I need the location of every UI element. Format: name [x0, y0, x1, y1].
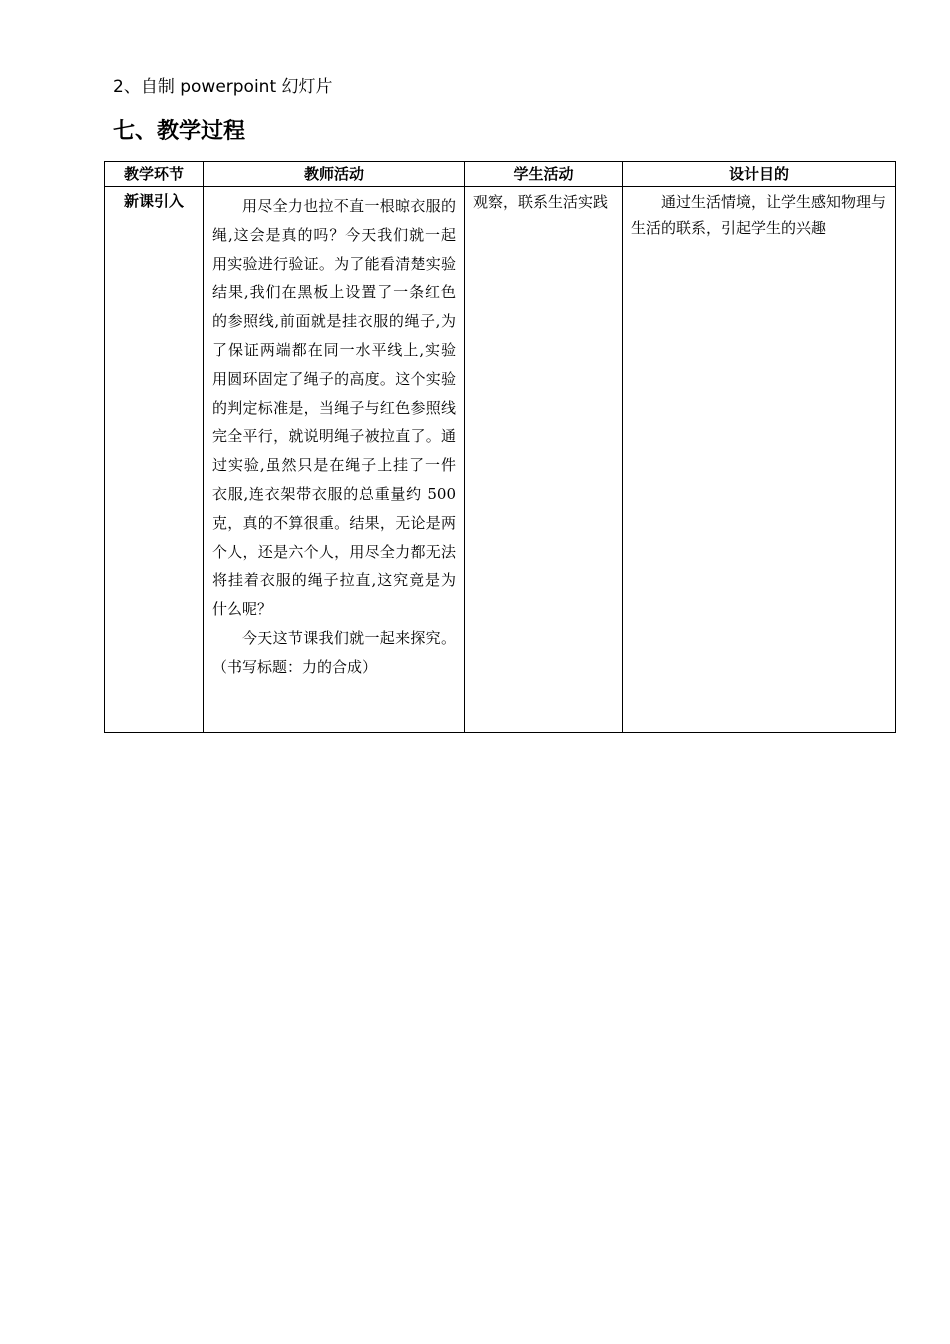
cell-teacher-activity	[204, 187, 465, 733]
teacher-paragraph-2: 今天这节课我们就一起来探究。（书写标题：力的合成）	[212, 628, 456, 676]
header-design-purpose: 设计目的	[623, 162, 896, 187]
header-student-activity: 学生活动	[465, 162, 623, 187]
purpose-paragraph: 通过生活情境，让学生感知物理与生活的联系，引起学生的兴趣	[631, 193, 887, 237]
teaching-process-table	[104, 161, 896, 733]
table-header-row	[105, 162, 896, 187]
cell-student-activity: 观察，联系生活实践	[465, 187, 623, 733]
header-stage: 教学环节	[105, 162, 204, 187]
teacher-paragraph-1: 用尽全力也拉不直一根晾衣服的绳,这会是真的吗？今天我们就一起用实验进行验证。为了能看清楚实验结果,我们在黑板上设置了一条红色的参照线,前面就是挂衣服的绳子,为了保证两端都在同一水平线上,实验用圆环固定了绳子的高度。这个实验的判定标准是，当绳子与红色参照线完全平行，就说明绳子被拉直了。通过实验,虽然只是在绳子上挂了一件衣服,连衣架带衣服的总重量约 500 克，真的不算很重。结果，无论是两个人，还是六个人，用尽全力都无法将挂着衣服的绳子拉直,这究竟是为什么呢？	[212, 197, 456, 619]
prep-item: 2、自制 powerpoint 幻灯片	[113, 77, 333, 97]
section-title: 七、教学过程	[113, 119, 246, 144]
cell-design-purpose	[623, 187, 896, 733]
cell-stage: 新课引入	[105, 187, 204, 733]
header-teacher-activity: 教师活动	[204, 162, 465, 187]
table-row	[105, 187, 896, 733]
